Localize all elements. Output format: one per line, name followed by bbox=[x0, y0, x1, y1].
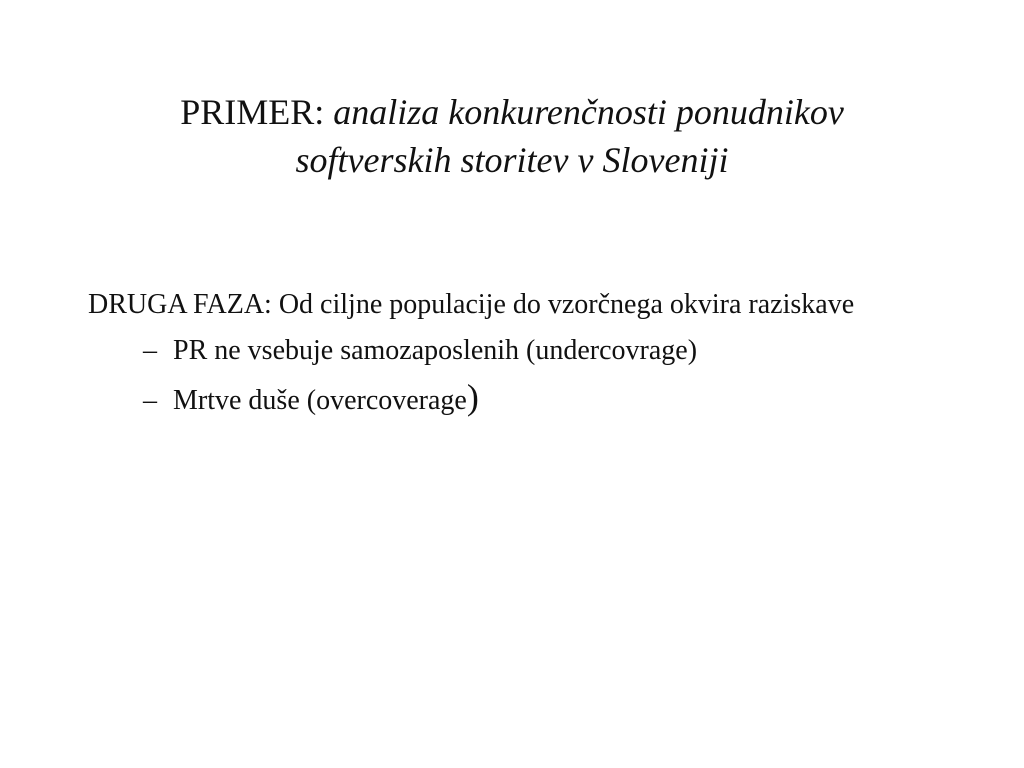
title-italic-line1: analiza konkurenčnosti ponudnikov bbox=[333, 92, 844, 132]
main-bullet: DRUGA FAZA: Od ciljne populacije do vzorčnega okvira raziskave bbox=[88, 289, 855, 320]
subpoint-suffix: ) bbox=[466, 377, 479, 417]
title-prefix: PRIMER: bbox=[180, 92, 334, 132]
subpoint-list bbox=[88, 331, 948, 421]
title-italic-line2: softverskih storitev v Sloveniji bbox=[295, 140, 729, 180]
dash-bullet: – bbox=[143, 335, 157, 366]
subpoint-text: PR ne vsebuje samozaposlenih (undercovrage) bbox=[173, 335, 698, 366]
subpoint-item bbox=[143, 331, 948, 371]
slide-body bbox=[88, 285, 948, 431]
subpoint-text: Mrtve duše (overcoverage bbox=[173, 385, 467, 416]
subpoint-item bbox=[143, 377, 948, 421]
slide-title bbox=[60, 88, 964, 184]
dash-bullet: – bbox=[143, 385, 157, 416]
